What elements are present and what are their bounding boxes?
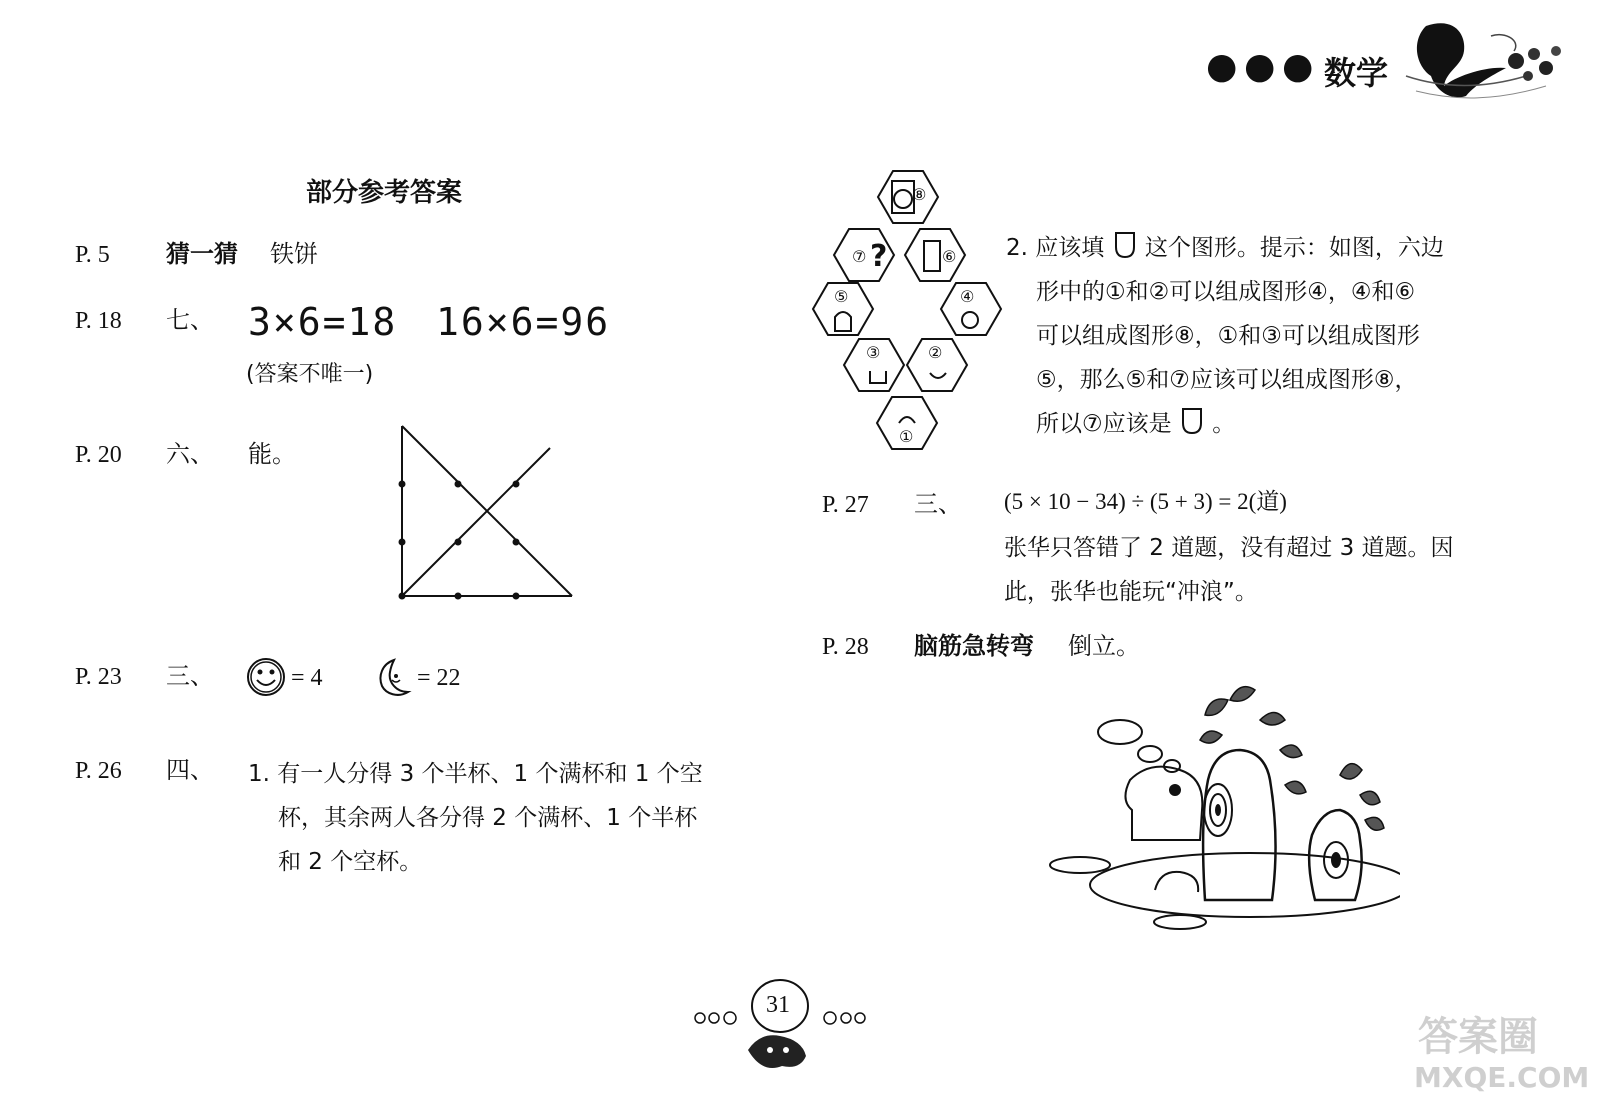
- answer-text: 倒立。: [1068, 632, 1140, 660]
- answer-line: 杯，其余两人各分得 2 个满杯、1 个半杯: [278, 805, 698, 831]
- section-label: 猜一猜: [166, 240, 238, 268]
- section-label: 脑筋急转弯: [914, 632, 1034, 660]
- page-ref-p20: P. 20: [75, 442, 122, 468]
- hint-text: 。: [1212, 411, 1236, 437]
- header: [1200, 38, 1590, 118]
- watermark-url: MXQE.COM: [1414, 1061, 1590, 1094]
- value-text: = 22: [417, 665, 461, 691]
- hex-question-mark: ?: [870, 239, 888, 274]
- page-ref-p26: P. 26: [75, 758, 122, 784]
- header-dot: ●: [1282, 46, 1314, 87]
- section-label: 四、: [166, 756, 214, 784]
- hint-text: 所以⑦应该是: [1036, 411, 1172, 437]
- section-label: 七、: [166, 306, 214, 334]
- answer-paragraph: [1004, 526, 1454, 614]
- hint-text: 这个图形。提示：如图，六边: [1144, 235, 1444, 261]
- hint-line: [1006, 402, 1486, 446]
- watermark-text: 答案圈: [1418, 1014, 1538, 1060]
- page-title: 部分参考答案: [306, 178, 463, 208]
- answer-line: 1. 有一人分得 3 个半杯、1 个满杯和 1 个空: [248, 761, 703, 787]
- hex-number: ②: [928, 343, 943, 362]
- subject-title: 数学: [1324, 54, 1389, 92]
- value-text: = 4: [291, 665, 323, 691]
- section-label: 三、: [914, 490, 962, 518]
- answer-line: 和 2 个空杯。: [278, 849, 423, 875]
- hex-number: ⑤: [834, 287, 849, 306]
- shield-shape-icon: [1181, 407, 1203, 435]
- header-dot: ●: [1206, 46, 1238, 87]
- page-ref-p23: P. 23: [75, 664, 122, 690]
- hex-number: ⑦: [852, 247, 867, 266]
- watermark: [1410, 1005, 1590, 1105]
- answer-paragraph: [248, 752, 703, 884]
- hex-number: ④: [960, 287, 975, 306]
- page-ref-p18: P. 18: [75, 308, 122, 334]
- hint-line: 形中的①和②可以组成图形④，④和⑥: [1036, 279, 1416, 305]
- hex-number: ③: [866, 343, 881, 362]
- note-text: (答案不唯一): [246, 362, 374, 387]
- hex-number: ⑥: [942, 247, 957, 266]
- answer-text: 能。: [248, 440, 296, 468]
- dot-lines-diagram: [390, 418, 590, 608]
- page-ref-p28: P. 28: [822, 634, 869, 660]
- hex-number: ⑧: [912, 185, 927, 204]
- hexagon-diagram: [808, 165, 1008, 465]
- hex-number: ①: [899, 427, 914, 446]
- hint-line: 可以组成图形⑧，①和③可以组成图形: [1036, 323, 1420, 349]
- page-ref-p27: P. 27: [822, 492, 869, 518]
- hint-line: [1006, 226, 1486, 270]
- matchstick-equation: 16×6=96: [436, 300, 611, 344]
- answer-line: 张华只答错了 2 道题，没有超过 3 道题。因: [1004, 535, 1454, 561]
- footer: [690, 970, 870, 1080]
- hexagon-lines: [808, 165, 1008, 465]
- section-label: 六、: [166, 440, 214, 468]
- hint-line: ⑤，那么⑤和⑦应该可以组成图形⑧，: [1036, 367, 1418, 393]
- cartoon-illustration: [1040, 660, 1400, 930]
- page-number: 31: [766, 992, 790, 1018]
- smiley-icon: [245, 656, 287, 698]
- header-dot: ●: [1244, 46, 1276, 87]
- answer-text: 铁饼: [270, 240, 318, 268]
- hint-text: 2. 应该填: [1006, 235, 1105, 261]
- hint-paragraph: [1006, 226, 1486, 446]
- page-ref-p5: P. 5: [75, 242, 110, 268]
- header-decoration-icon: [1396, 6, 1586, 116]
- matchstick-equation: 3×6=18: [248, 300, 398, 344]
- footer-decoration-icon: [690, 970, 870, 1080]
- moon-icon: [374, 656, 416, 698]
- shield-shape-icon: [1114, 231, 1136, 259]
- answer-line: 此，张华也能玩“冲浪”。: [1004, 579, 1258, 605]
- section-label: 三、: [166, 662, 214, 690]
- equation-text: (5 × 10 − 34) ÷ (5 + 3) = 2(道): [1004, 489, 1287, 514]
